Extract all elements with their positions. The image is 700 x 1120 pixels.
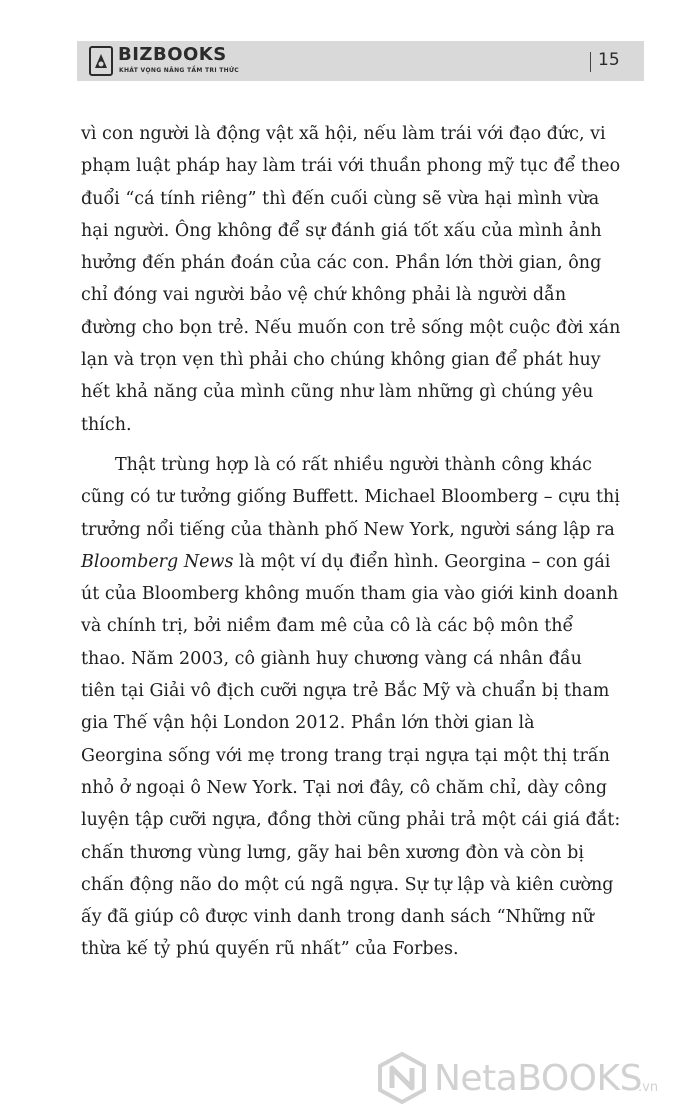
watermark: [376, 1052, 676, 1108]
watermark-suffix: .vn: [638, 1080, 659, 1095]
brand-tagline: KHÁT VỌNG NÂNG TẦM TRI THỨC: [119, 67, 239, 74]
italic-publication-title: Bloomberg News: [81, 551, 234, 572]
header-divider: [590, 52, 591, 72]
page-body: [81, 118, 621, 966]
page-number: 15: [598, 50, 620, 70]
bizbooks-logo-icon: [89, 46, 113, 76]
paragraph-1: vì con người là động vật xã hội, nếu làm trái với đạo đức, vi phạm luật pháp hay làm trái với thuần phong mỹ tục để theo đuổi “cá tính riêng” thì đến cuối cùng sẽ vừa hại mình vừa hại người. Ông không để sự đánh giá tốt xấu của mình ảnh hưởng đến phán đoán của các con. Phần lớn thời gian, ông chỉ đóng vai người bảo vệ chứ không phải là người dẫn đường cho bọn trẻ. Nếu muốn con trẻ sống một cuộc đời xán lạn và trọn vẹn thì phải cho chúng không gian để phát huy hết khả năng của mình cũng như làm những gì chúng yêu thích.: [81, 124, 621, 435]
netabooks-logo-icon: [376, 1052, 428, 1104]
paragraph-2-text-start: Thật trùng hợp là có rất nhiều người thành công khác cũng có tư tưởng giống Buffett. Michael Bloomberg – cựu thị trưởng nổi tiếng của thành phố New York, người sáng lập ra: [81, 454, 620, 540]
paragraph-2-text-end: là một ví dụ điển hình. Georgina – con gái út của Bloomberg không muốn tham gia vào giới kinh doanh và chính trị, bởi niềm đam mê của cô là các bộ môn thể thao. Năm 2003, cô giành huy chương vàng cá nhân đầu tiên tại Giải vô địch cưỡi ngựa trẻ Bắc Mỹ và chuẩn bị tham gia Thế vận hội London 2012. Phần lớn thời gian là Georgina sống với mẹ trong trang trại ngựa tại một thị trấn nhỏ ở ngoại ô New York. Tại nơi đây, cô chăm chỉ, dày công luyện tập cưỡi ngựa, đồng thời cũng phải trả một cái giá đắt: chấn thương vùng lưng, gãy hai bên xương đòn và còn bị chấn động não do một cú ngã ngựa. Sự tự lập và kiên cường ấy đã giúp cô được vinh danh trong danh sách “Những nữ thừa kế tỷ phú quyến rũ nhất” của Forbes.: [81, 551, 621, 960]
watermark-text: NetaBOOKS: [434, 1058, 642, 1099]
paragraph-2: [81, 449, 621, 966]
brand-name: BIZBOOKS: [118, 44, 227, 65]
